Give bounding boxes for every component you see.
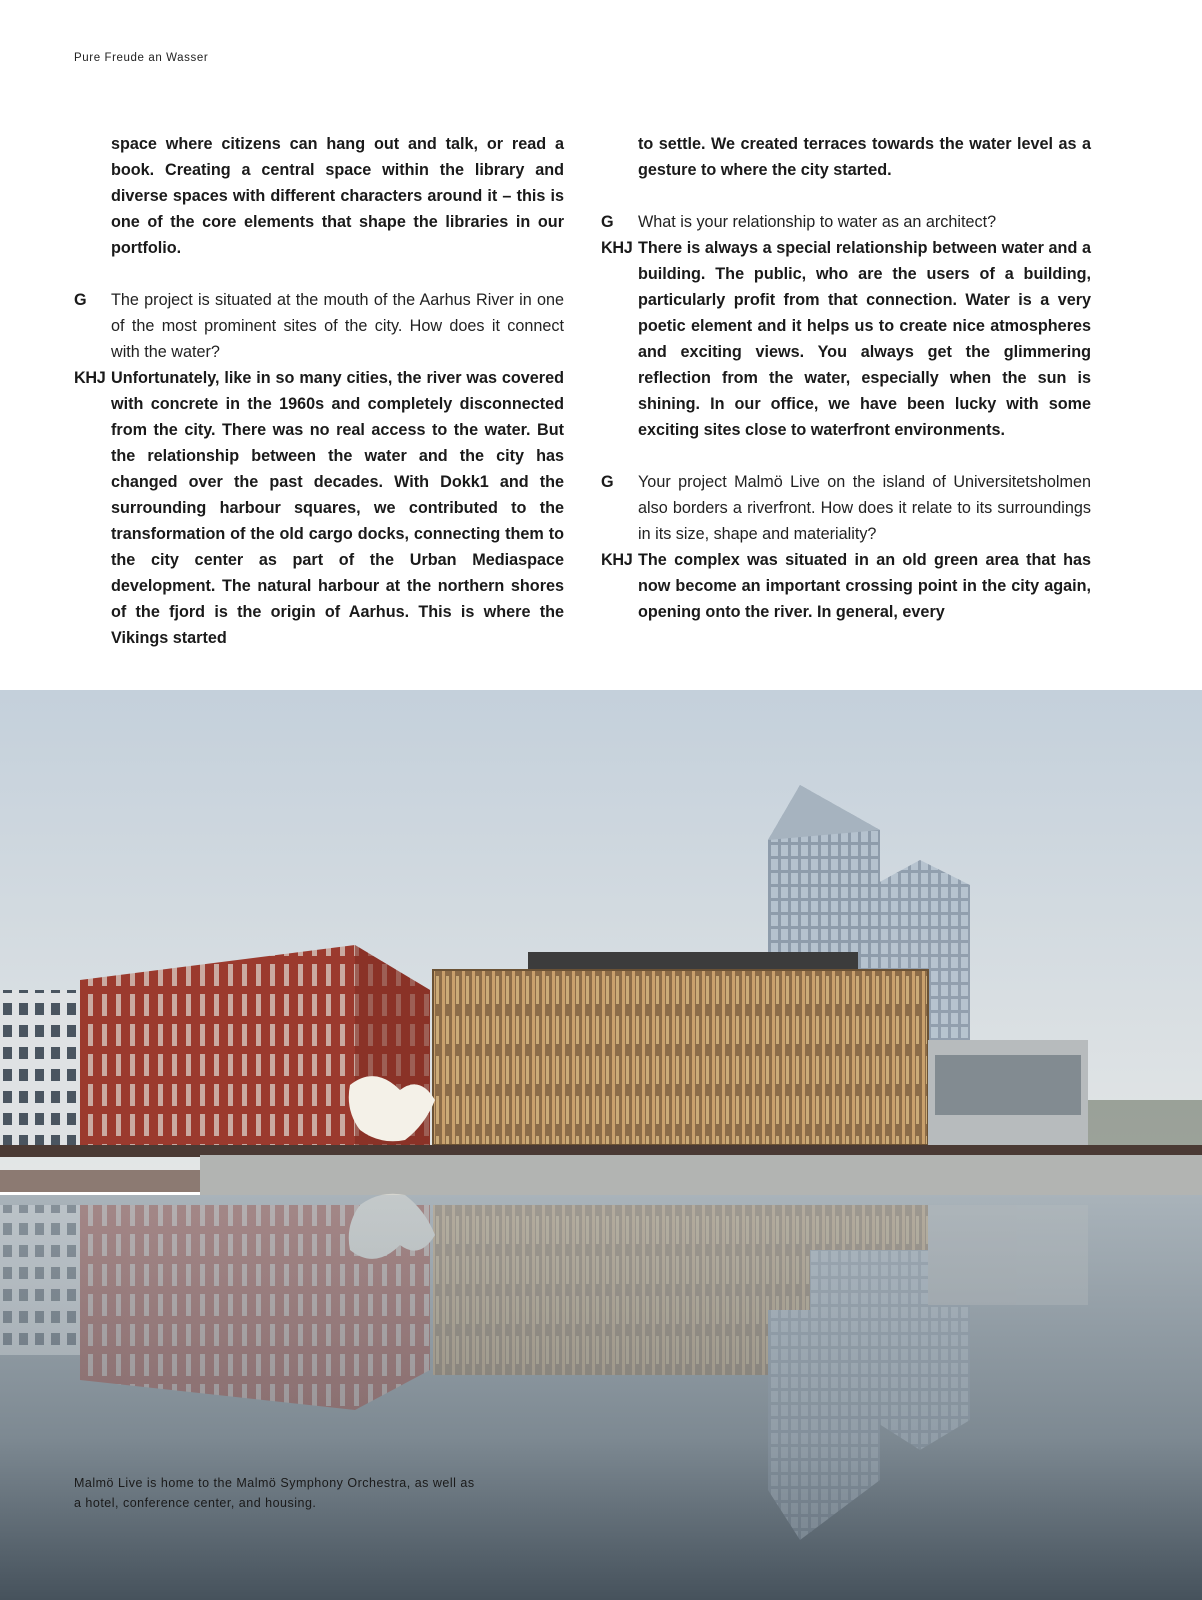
malmo-live-photo [0,690,1202,1600]
question-text: The project is situated at the mouth of the Aarhus River in one of the most prominent sites of the city. How does it connect with the water? [111,291,564,361]
answer-text: The complex was situated in an old green area that has now become an important crossing point in the city again, opening onto the river. In general, every [638,551,1091,621]
answer-block [74,365,564,651]
speaker-label: G [601,213,614,231]
speaker-label: KHJ [74,369,106,387]
building-illustration [0,690,1202,1600]
answer-text: to settle. We created terraces towards the water level as a gesture to where the city started. [638,135,1091,179]
question-text: Your project Malmö Live on the island of Universitetsholmen also borders a riverfront. How does it relate to its surroundings in its size, shape and materiality? [638,473,1091,543]
answer-text: Unfortunately, like in so many cities, the river was covered with concrete in the 1960s and completely disconnected from the city. There was no real access to the water. But the relationship between the water and the city has changed over the past decades. With Dokk1 and the surrounding harbour squares, we contributed to the transformation of the old cargo docks, connecting them to the city center as part of the Urban Mediaspace development. The natural harbour at the northern shores of the fjord is the origin of Aarhus. This is where the Vikings started [111,369,564,647]
question-block [601,469,1091,547]
question-block [601,209,1091,235]
running-header: Pure Freude an Wasser [74,52,209,64]
caption-line: Malmö Live is home to the Malmö Symphony Orchestra, as well as [74,1476,475,1490]
answer-block [601,235,1091,443]
speaker-label: G [601,473,614,491]
answer-block [601,131,1091,183]
answer-block [601,547,1091,625]
answer-text: There is always a special relationship between water and a building. The public, who are the users of a building, particularly profit from that connection. Water is a very poetic element and it helps us to create nice atmospheres and exciting views. You always get the glimmering reflection from the water, especially when the sun is shining. In our office, we have been lucky with some exciting sites close to waterfront environments. [638,239,1091,439]
left-column [74,131,564,651]
question-text: What is your relationship to water as an architect? [638,213,997,231]
right-column [601,131,1091,625]
answer-block [74,131,564,261]
caption-line: a hotel, conference center, and housing. [74,1496,317,1510]
speaker-label: KHJ [601,551,633,569]
photo-caption [74,1473,594,1513]
question-block [74,287,564,365]
speaker-label: KHJ [601,239,633,257]
answer-text: space where citizens can hang out and talk, or read a book. Creating a central space within the library and diverse spaces with different characters around it – this is one of the core elements that shape the libraries in our portfolio. [111,135,564,257]
speaker-label: G [74,291,87,309]
